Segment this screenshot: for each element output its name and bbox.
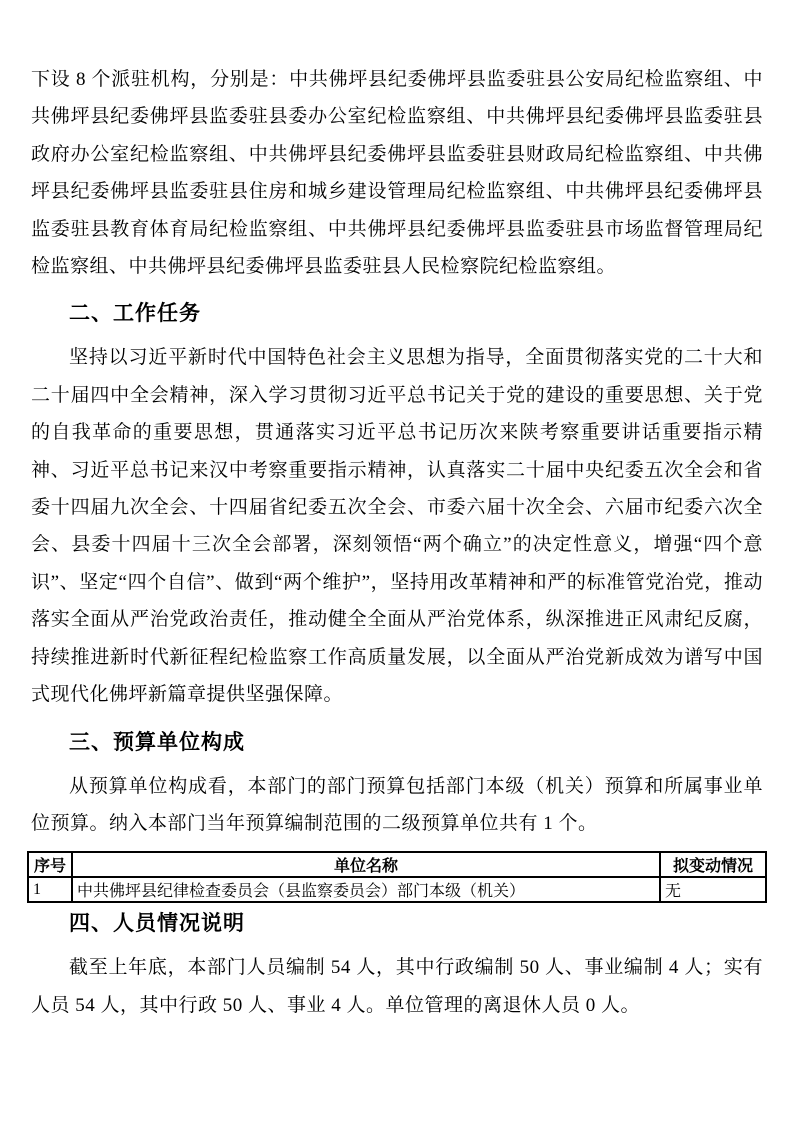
table-cell-planned-change: 无 — [660, 877, 766, 902]
table-cell-serial-number: 1 — [28, 877, 72, 902]
table-row — [28, 877, 766, 902]
table-header-serial-number: 序号 — [28, 852, 72, 877]
work-tasks-paragraph: 坚持以习近平新时代中国特色社会主义思想为指导，全面贯彻落实党的二十大和二十届四中全会精神，深入学习贯彻习近平总书记关于党的建设的重要思想、关于党的自我革命的重要思想，贯通落实习近平总书记历次来陕考察重要讲话重要指示精神、习近平总书记来汉中考察重要指示精神，认真落实二十届中央纪委五次全会和省委十四届九次全会、十四届省纪委五次全会、市委六届十次全会、六届市纪委六次全会、县委十四届十三次全会部署，深刻领悟“两个确立”的决定性意义，增强“四个意识”、坚定“四个自信”、做到“两个维护”，坚持用改革精神和严的标准管党治党，推动落实全面从严治党政治责任，推动健全全面从严治党体系，纵深推进正风肃纪反腐，持续推进新时代新征程纪检监察工作高质量发展，以全面从严治党新成效为谱写中国式现代化佛坪新篇章提供坚强保障。 — [31, 347, 763, 706]
budget-units-paragraph: 从预算单位构成看，本部门的部门预算包括部门本级（机关）预算和所属事业单位预算。纳入本部门当年预算编制范围的二级预算单位共有 1 个。 — [31, 775, 763, 834]
section-heading-work-tasks: 二、工作任务 — [69, 302, 201, 326]
table-header-row — [28, 852, 766, 877]
section-heading-budget-units: 三、预算单位构成 — [69, 730, 245, 754]
section-heading-personnel: 四、人员情况说明 — [69, 912, 245, 936]
table-header-planned-change: 拟变动情况 — [660, 852, 766, 877]
personnel-paragraph: 截至上年底，本部门人员编制 54 人，其中行政编制 50 人、事业编制 4 人；实有人员 54 人，其中行政 50 人、事业 4 人。单位管理的离退休人员 0 人。 — [31, 957, 763, 1016]
table-header-unit-name: 单位名称 — [72, 852, 660, 877]
table-cell-unit-name: 中共佛坪县纪律检查委员会（县监察委员会）部门本级（机关） — [72, 877, 660, 902]
budget-units-table — [27, 851, 767, 903]
intro-paragraph: 下设 8 个派驻机构，分别是：中共佛坪县纪委佛坪县监委驻县公安局纪检监察组、中共佛坪县纪委佛坪县监委驻县委办公室纪检监察组、中共佛坪县纪委佛坪县监委驻县政府办公室纪检监察组、中共佛坪县纪委佛坪县监委驻县财政局纪检监察组、中共佛坪县纪委佛坪县监委驻县住房和城乡建设管理局纪检监察组、中共佛坪县纪委佛坪县监委驻县教育体育局纪检监察组、中共佛坪县纪委佛坪县监委驻县市场监督管理局纪检监察组、中共佛坪县纪委佛坪县监委驻县人民检察院纪检监察组。 — [31, 69, 763, 278]
